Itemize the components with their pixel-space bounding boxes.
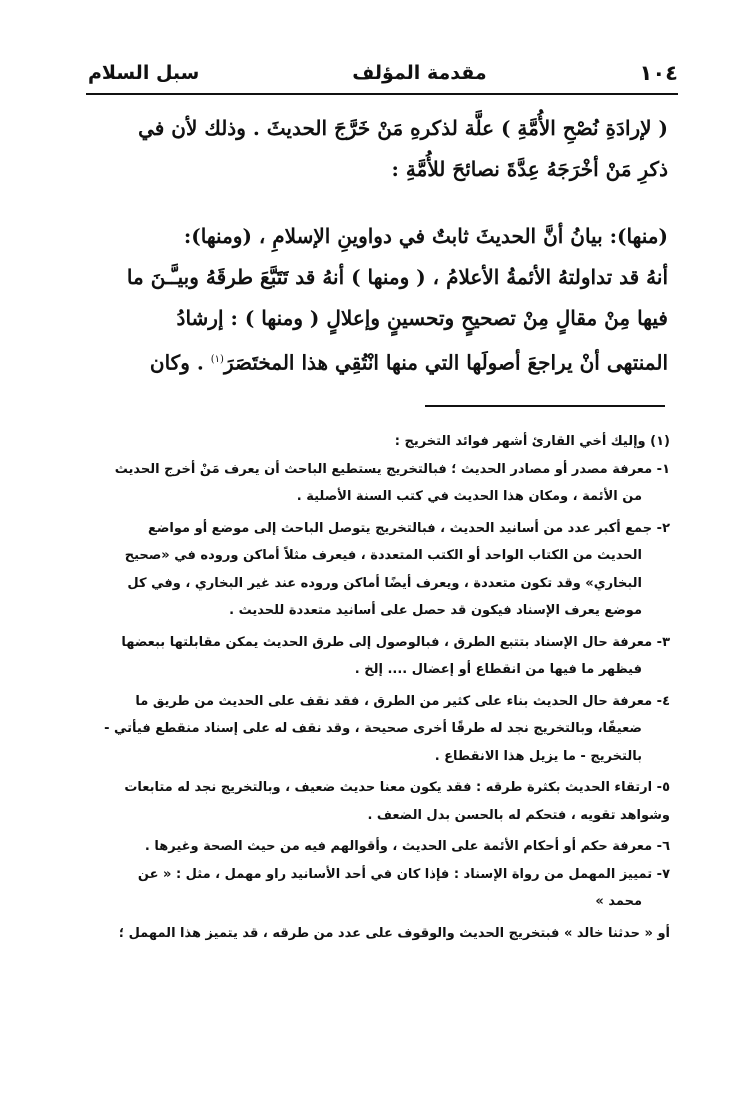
main-line: (منها): بيانُ أنَّ الحديثَ ثابتٌ في دواوينِ الإسلامِ ، (ومنها): xyxy=(183,224,668,248)
footnote-line: ٤- معرفة حال الحديث بناء على كثير من الطرق ، فقد نقف على الحديث من طريق ما xyxy=(135,693,670,709)
footnote-line: فيظهر ما فيها من انقطاع أو إعضال .... إلخ . xyxy=(354,662,642,677)
header-divider xyxy=(86,93,678,95)
main-line: ذكرِ مَنْ أخْرَجَهُ عِدَّةَ نصائحَ للأُمَّةِ : xyxy=(391,157,668,181)
footnote-heading: (١) وإليك أخي القارئ أشهر فوائد التخريج : xyxy=(394,434,670,449)
footnote-line: الحديث من الكتاب الواحد أو الكتب المتعددة ، فيعرف مثلاً أماكن وروده في «صحيح xyxy=(124,548,642,563)
running-header xyxy=(88,55,678,91)
section-title: مقدمة المؤلف xyxy=(352,62,487,84)
footnote-line: أو « حدثنا خالد » فبتخريج الحديث والوقوف على عدد من طرقه ، قد يتميز هذا المهمل ؛ xyxy=(118,925,670,941)
footnote-marker: (١) xyxy=(210,354,224,365)
footnote-line: بالتخريج - ما يزيل هذا الانقطاع . xyxy=(434,748,642,764)
footnote-line: ٥- ارتقاء الحديث بكثرة طرقه : فقد يكون معنا حديث ضعيف ، وبالتخريج نجد له متابعات xyxy=(124,780,670,795)
footnote-line: ٧- تمييز المهمل من رواة الإسناد : فإذا كان في أحد الأسانيد راو مهمل ، مثل : « عن xyxy=(137,866,670,882)
footnote-line: من الأئمة ، ومكان هذا الحديث في كتب السنة الأصلية . xyxy=(296,489,642,504)
footnote-line: موضع يعرف الإسناد فيكون قد حصل على أسانيد متعددة للحديث . xyxy=(229,603,642,618)
main-line xyxy=(78,339,668,384)
footnotes xyxy=(70,428,670,947)
footnote-line: وشواهد تقويه ، فتحكم له بالحسن بدل الضعف . xyxy=(367,807,670,823)
book-title: سبل السلام xyxy=(88,62,200,84)
main-line: فيها مِنْ مقالٍ مِنْ تصحيحٍ وتحسينٍ وإعلالٍ ( ومنها ) : إرشادُ xyxy=(176,306,668,330)
main-line: أنهُ قد تداولتهُ الأئمةُ الأعلامُ ، ( ومنها ) أنهُ قد تَتَبَّعَ طرقَهُ وبيـَّـنَ ما xyxy=(126,265,668,289)
footnote-divider xyxy=(425,405,665,407)
footnote-line: ضعيفًا، وبالتخريج نجد له طرقًا أخرى صحيحة ، وقد نقف له على إسناد منقطع فيأتي - xyxy=(104,721,642,736)
footnote-line: محمد » xyxy=(595,894,642,909)
footnote-line: ٢- جمع أكبر عدد من أسانيد الحديث ، فبالتخريج يتوصل الباحث إلى موضع أو مواضع xyxy=(147,520,670,536)
main-line: ( لإرادَةِ نُصْحِ الأُمَّةِ ) علَّة لذكرهِ مَنْ خَرَّجَ الحديثَ . وذلك لأن في xyxy=(138,116,668,140)
page-number: ١٠٤ xyxy=(639,61,678,85)
footnote-line: البخاري» وقد تكون متعددة ، ويعرف أيضًا أماكن وروده عند غير البخاري ، وفي كل xyxy=(127,575,642,591)
main-text xyxy=(78,108,668,384)
footnote-line: ١- معرفة مصدر أو مصادر الحديث ؛ فبالتخريج يستطيع الباحث أن يعرف مَنْ أخرج الحديث xyxy=(114,461,670,477)
main-line-tail: . وكان xyxy=(149,350,211,375)
footnote-line: ٦- معرفة حكم أو أحكام الأئمة على الحديث ، وأقوالهم فيه من حيث الصحة وغيرها . xyxy=(144,839,670,854)
footnote-line: ٣- معرفة حال الإسناد بتتبع الطرق ، فبالوصول إلى طرق الحديث يمكن مقابلتها ببعضها xyxy=(121,634,670,650)
main-line-text: المنتهى أنْ يراجعَ أصولَها التي منها انْتُقِي هذا المختَصَرَ xyxy=(223,350,668,375)
